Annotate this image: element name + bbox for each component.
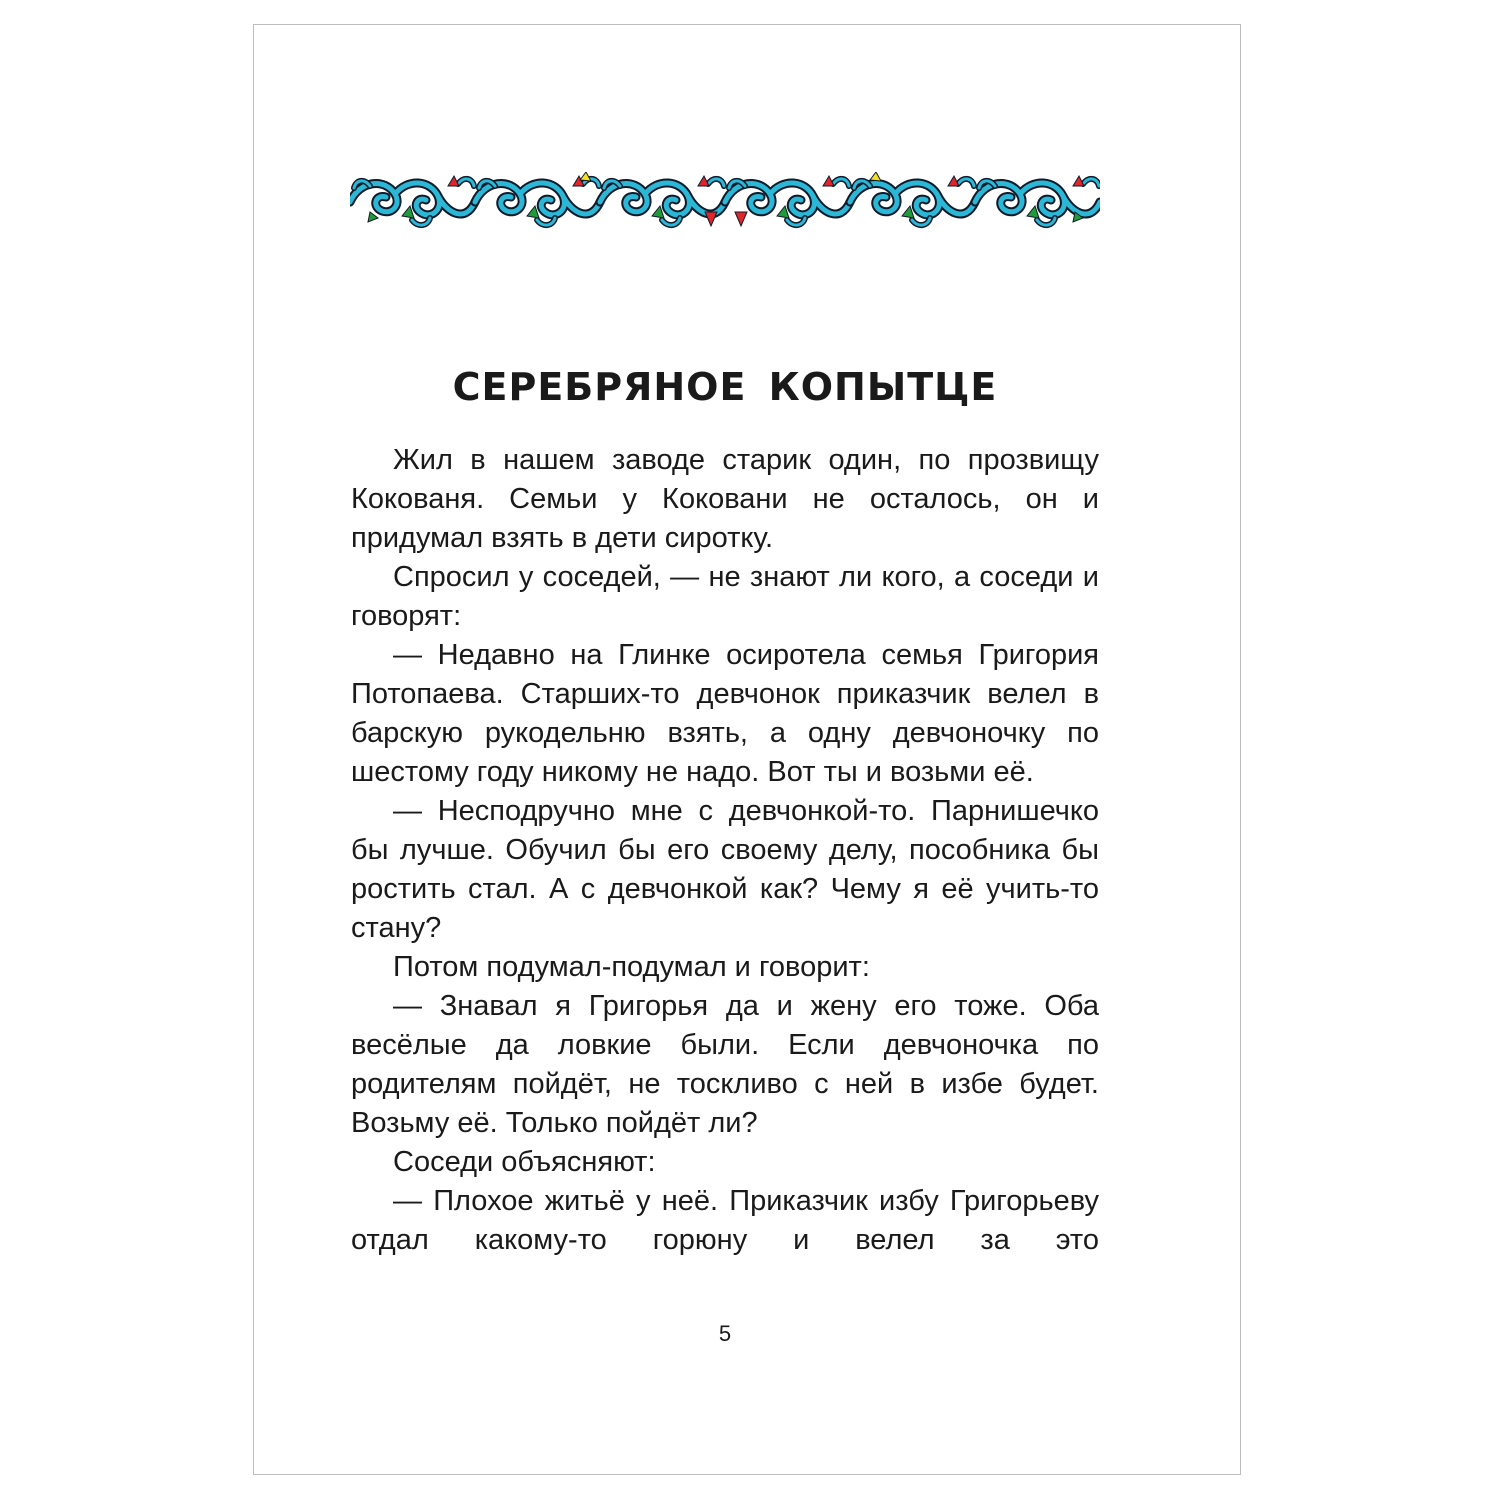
- page-number: 5: [718, 1321, 732, 1346]
- paragraph: Жил в нашем заводе старик один, по прозвищу Кокованя. Семьи у Коковани не осталось, он и придумал взять в дети сиротку.: [351, 444, 1099, 554]
- paragraph: — Плохое житьё у неё. Приказчик избу Григорьеву отдал какому-то горюну и велел за это: [351, 1185, 1099, 1256]
- paragraph: — Недавно на Глинке осиротела семья Григория Потопаева. Старших-то девчонок приказчик велел в барскую рукодельню взять, а одну девчоночку по шестому году никому не надо. Вот ты и возьми её.: [351, 639, 1099, 788]
- story-text: [351, 441, 1099, 1260]
- paragraph: Потом подумал-подумал и говорит:: [393, 951, 870, 983]
- story-title: СЕРЕБРЯНОЕ КОПЫТЦЕ: [452, 365, 998, 409]
- paragraph: Спросил у соседей, — не знают ли кого, а соседи и говорят:: [351, 561, 1099, 632]
- ornament-header-border: [350, 172, 1100, 232]
- paragraph: — Несподручно мне с девчонкой-то. Парнишечко бы лучше. Обучил бы его своему делу, пособника бы ростить стал. А с девчонкой как? Чему я её учить-то стану?: [351, 795, 1099, 944]
- paragraph: — Знавал я Григорья да и жену его тоже. Оба весёлые да ловкие были. Если девчоночка по родителям пойдёт, не тоскливо с ней в избе будет. Возьму её. Только пойдёт ли?: [351, 990, 1099, 1139]
- paragraph: Соседи объясняют:: [393, 1146, 656, 1178]
